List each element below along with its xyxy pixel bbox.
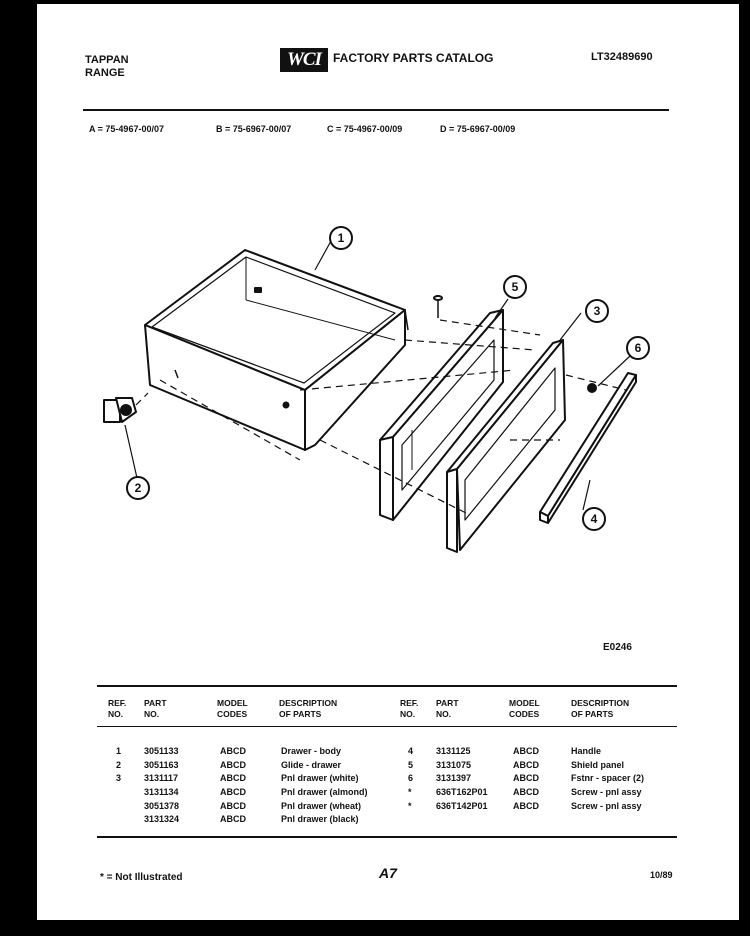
panel-screw <box>434 296 442 318</box>
table-row: ABCD <box>220 787 246 798</box>
table-row: Shield panel <box>571 759 625 770</box>
table-row: ABCD <box>220 800 246 811</box>
right-desc-column <box>571 745 644 813</box>
wci-logo: WCI <box>280 48 328 72</box>
left-desc-column <box>281 745 368 827</box>
table-row: 3131134 <box>144 787 179 798</box>
table-row: 2 <box>116 759 122 770</box>
table-row: * <box>408 787 412 798</box>
callout-2: 2 <box>134 481 142 495</box>
exploded-diagram <box>37 4 739 664</box>
catalog-title: FACTORY PARTS CATALOG <box>333 51 494 65</box>
revision-date: 10/89 <box>650 870 673 880</box>
callout-4: 4 <box>590 512 598 526</box>
fastener-spacer <box>588 384 596 392</box>
table-row: 3 <box>116 773 122 784</box>
drawer-body <box>145 250 408 450</box>
table-row: ABCD <box>220 759 246 770</box>
left-part-column <box>144 745 179 827</box>
col-header-model-2: MODEL CODES <box>509 698 540 719</box>
table-row: ABCD <box>513 759 539 770</box>
col-header-ref-2: REF. NO. <box>400 698 419 719</box>
col-header-ref: REF. NO. <box>108 698 127 719</box>
table-row: * <box>408 800 412 811</box>
table-row: Pnl drawer (almond) <box>281 787 368 798</box>
table-row: 3131397 <box>436 773 472 784</box>
col-header-desc-2: DESCRIPTION OF PARTS <box>571 698 630 719</box>
col-header-part-2: PART NO. <box>436 698 459 719</box>
table-top-rule <box>97 685 677 687</box>
not-illustrated-note: * = Not Illustrated <box>100 872 183 883</box>
table-row: 636T142P01 <box>436 800 488 811</box>
table-row: Fstnr - spacer (2) <box>571 773 645 784</box>
drawer-glide <box>104 398 136 422</box>
table-row: ABCD <box>513 787 539 798</box>
table-row: Glide - drawer <box>281 759 342 770</box>
variant-a: A = 75-4967-00/07 <box>89 124 164 134</box>
table-row <box>116 800 121 814</box>
table-row: ABCD <box>220 814 246 825</box>
callout-6: 6 <box>634 341 642 355</box>
table-row: ABCD <box>513 746 539 756</box>
catalog-page <box>37 4 739 920</box>
table-row <box>116 786 121 800</box>
figure-code: E0246 <box>603 642 632 653</box>
table-row: 6 <box>408 773 414 784</box>
table-row: Drawer - body <box>281 746 342 756</box>
table-header-rule <box>97 726 677 727</box>
table-row: Pnl drawer (black) <box>281 814 359 825</box>
table-row: ABCD <box>220 746 246 756</box>
model-number: LT32489690 <box>591 51 653 63</box>
table-bottom-rule <box>97 836 677 838</box>
right-ref-column <box>408 745 413 813</box>
right-part-column <box>436 745 488 813</box>
col-header-part: PART NO. <box>144 698 167 719</box>
table-row <box>116 813 121 827</box>
callout-3: 3 <box>593 304 601 318</box>
col-header-model: MODEL CODES <box>217 698 248 719</box>
callout-5: 5 <box>511 280 519 294</box>
left-ref-column <box>116 745 121 827</box>
col-header-desc: DESCRIPTION OF PARTS <box>279 698 338 719</box>
table-row: Pnl drawer (white) <box>281 773 359 784</box>
table-row: 3131324 <box>144 814 180 825</box>
table-row: 3131117 <box>144 773 179 784</box>
table-row: 4 <box>408 746 414 756</box>
table-row: 3051163 <box>144 759 179 770</box>
table-row: 1 <box>116 746 122 756</box>
page-number: A7 <box>379 865 397 881</box>
left-codes-column <box>220 745 246 827</box>
right-codes-column <box>513 745 539 813</box>
variant-d: D = 75-6967-00/09 <box>440 124 516 134</box>
variant-b: B = 75-6967-00/07 <box>216 124 292 134</box>
table-row: ABCD <box>513 773 539 784</box>
table-row: Screw - pnl assy <box>571 800 642 811</box>
table-row: Handle <box>571 746 602 756</box>
brand-name: TAPPAN <box>85 54 129 66</box>
callout-1: 1 <box>337 231 345 245</box>
variant-c: C = 75-4967-00/09 <box>327 124 403 134</box>
product-type: RANGE <box>85 67 125 79</box>
table-row: Screw - pnl assy <box>571 787 642 798</box>
table-row: 5 <box>408 759 414 770</box>
table-row: ABCD <box>513 800 539 811</box>
table-row: Pnl drawer (wheat) <box>281 800 362 811</box>
table-row: 3051133 <box>144 746 179 756</box>
table-row: 636T162P01 <box>436 787 488 798</box>
table-row: 3131125 <box>436 746 471 756</box>
table-row: 3051378 <box>144 800 180 811</box>
table-row: 3131075 <box>436 759 472 770</box>
table-row: ABCD <box>220 773 246 784</box>
